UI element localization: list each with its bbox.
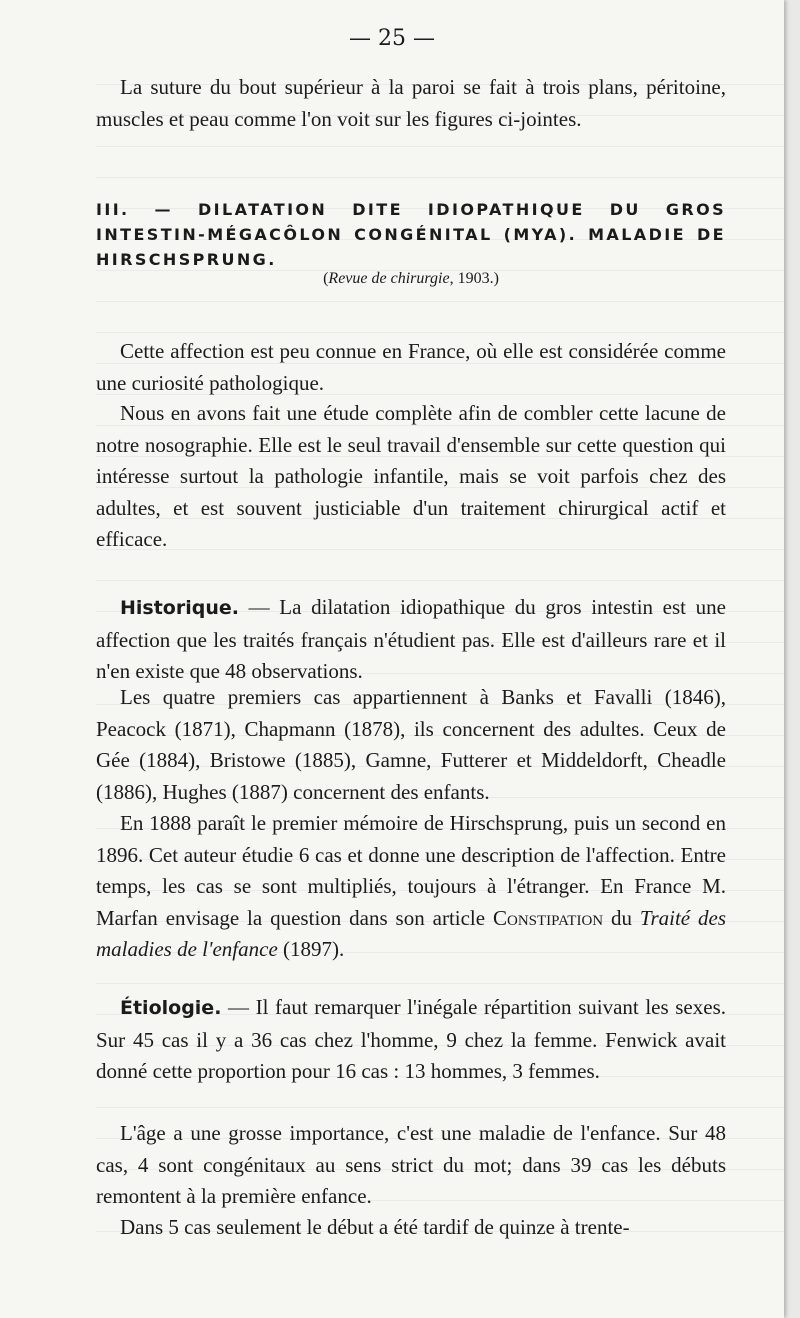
paragraph-1: Cette affection est peu connue en France, où elle est considérée comme une curiosité pathologique.: [96, 339, 726, 395]
source-citation: [96, 270, 726, 288]
etiologie-p1-text: — Il faut remarquer l'inégale répartition suivant les sexes. Sur 45 cas il y a 36 cas chez l'homme, 9 chez la femme. Fenwick avait donné cette proportion pour 16 cas : 13 hommes, 3 femmes.: [96, 995, 726, 1083]
intro-paragraph: La suture du bout supérieur à la paroi se fait à trois plans, péritoine, muscles et peau comme l'on voit sur les figures ci-jointes.: [96, 75, 726, 131]
treatise-title: Traité des maladies de l'enfance: [96, 905, 726, 961]
section-title: III. — DILATATION DITE IDIOPATHIQUE DU GROS INTESTIN-MÉGACÔLON CONGÉNITAL (MYA). MALADIE DE HIRSCHSPRUNG.: [96, 200, 726, 269]
paragraph-2: Nous en avons fait une étude complète afin de combler cette lacune de notre nosographie. Elle est le seul travail d'ensemble sur cette question qui intéresse surtout la pathologie infantile, mais se voit parfois chez des adultes, et est souvent justiciable d'un traitement chirurgical actif et efficace.: [96, 401, 726, 551]
historique-p3-mid: du: [603, 905, 640, 930]
etiologie-paragraph-3: Dans 5 cas seulement le début a été tardif de quinze à trente-: [120, 1215, 630, 1239]
page-number: — 25 —: [349, 26, 435, 51]
source-journal: Revue de chirurgie: [328, 270, 450, 287]
etiologie-paragraph-2: L'âge a une grosse importance, c'est une maladie de l'enfance. Sur 48 cas, 4 sont congénitaux au sens strict du mot; dans 39 cas les débuts remontent à la première enfance.: [96, 1121, 726, 1208]
historique-paragraph-2: Les quatre premiers cas appartiennent à Banks et Favalli (1846), Peacock (1871), Chapmann (1878), ils concernent des adultes. Ceux de Gée (1884), Bristowe (1885), Gamne, Futterer et Middeldorft, Cheadle (1886), Hughes (1887) concernent des enfants.: [96, 685, 726, 804]
historique-paragraph-3: [96, 808, 726, 966]
etiologie-paragraph-1: [96, 992, 726, 1088]
historique-p3-end: (1897).: [277, 937, 345, 961]
etiologie-heading: Étiologie.: [120, 997, 222, 1019]
historique-heading: Historique.: [120, 597, 239, 619]
constipation-smallcaps: Constipation: [492, 905, 604, 930]
source-year: , 1903.): [449, 270, 499, 287]
source-open: (: [323, 270, 329, 287]
historique-p1-text: — La dilatation idiopathique du gros intestin est une affection que les traités français n'étudient pas. Elle est d'ailleurs rare et il n'en existe que 48 observations.: [96, 595, 726, 683]
historique-p3-text: En 1888 paraît le premier mémoire de Hirschsprung, puis un second en 1896. Cet auteur étudie 6 cas et donne une description de l'affection. Entre temps, les cas se sont multipliés, toujours à l'étranger. En France M. Marfan envisage la question dans son article: [96, 811, 726, 930]
historique-paragraph-1: [96, 592, 726, 688]
